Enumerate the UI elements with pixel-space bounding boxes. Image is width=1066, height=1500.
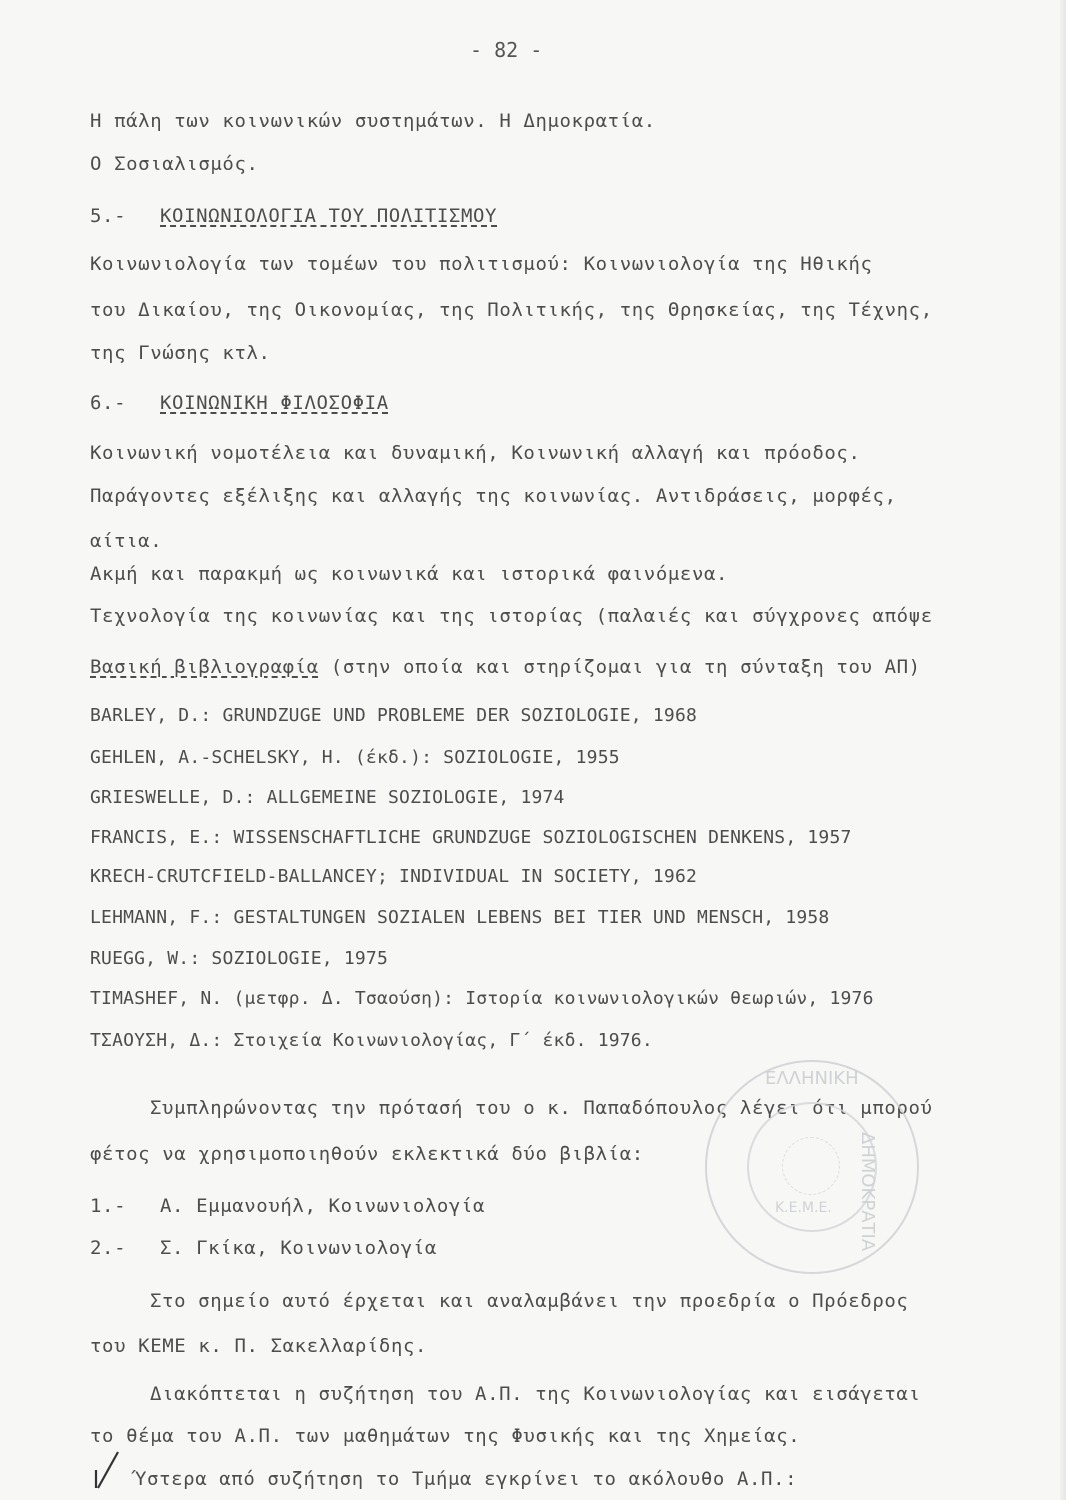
text-line: φέτος να χρησιμοποιηθούν εκλεκτικά δύο βιβλία: [90, 1143, 644, 1165]
stamp-right-text: ΔΗΜΟΚΡΑΤΙΑ [857, 1132, 878, 1252]
bibliography-label: Βασική βιβλιογραφία [90, 656, 319, 678]
text-line: του Δικαίου, της Οικονομίας, της Πολιτικής, της Θρησκείας, της Τέχνης, [90, 299, 933, 321]
bibliography-entry: KRECH-CRUTCFIELD-BALLANCEY; INDIVIDUAL IN SOCIETY, 1962 [90, 866, 698, 887]
section-number: 5.- [90, 205, 127, 227]
text-line: Κοινωνική νομοτέλεια και δυναμική, Κοινωνική αλλαγή και πρόοδος. [90, 442, 861, 464]
section-5-heading-line [90, 205, 497, 227]
page-edge-shadow [1060, 0, 1066, 1500]
section-heading: ΚΟΙΝΩΝΙΚΗ ΦΙΛΟΣΟΦΙΑ [160, 392, 389, 414]
text-line: Κοινωνιολογία των τομέων του πολιτισμού: Κοινωνιολογία της Ηθικής [90, 253, 873, 275]
stamp-top-text: ΕΛΛΗΝΙΚΗ [765, 1068, 859, 1089]
text-line: Ύστερα από συζήτηση το Τμήμα εγκρίνει το ακόλουθο Α.Π.: [135, 1468, 798, 1490]
book-number: 2.- [90, 1237, 127, 1259]
bibliography-label-rest: (στην οποία και στηρίζομαι για τη σύνταξη του ΑΠ) [318, 656, 921, 678]
bibliography-entry: TIMASHEF, N. (μετφρ. Δ. Τσαούση): Ιστορία κοινωνιολογικών θεωριών, 1976 [90, 988, 874, 1009]
book-item [90, 1237, 437, 1259]
text-line: το θέμα του Α.Π. των μαθημάτων της Φυσικής και της Χημείας. [90, 1425, 801, 1447]
bibliography-entry: GRIESWELLE, D.: ALLGEMEINE SOZIOLOGIE, 1974 [90, 787, 565, 808]
text-line: Τεχνολογία της κοινωνίας και της ιστορίας (παλαιές και σύγχρονες απόψε [90, 605, 933, 627]
stamp-center-text: Κ.Ε.Μ.Ε. [775, 1200, 832, 1216]
text-line: Διακόπτεται η συζήτηση του Α.Π. της Κοινωνιολογίας και εισάγεται [150, 1383, 921, 1405]
text-line: Ακμή και παρακμή ως κοινωνικά και ιστορικά φαινόμενα. [90, 563, 729, 585]
book-text: Α. Εμμανουήλ, Κοινωνιολογία [160, 1195, 486, 1217]
stamp-core [782, 1137, 840, 1195]
bibliography-entry: ΤΣΑΟΥΣΗ, Δ.: Στοιχεία Κοινωνιολογίας, Γ΄ έκδ. 1976. [90, 1030, 653, 1051]
page-number: - 82 - [470, 38, 543, 62]
bibliography-entry: RUEGG, W.: SOZIOLOGIE, 1975 [90, 948, 388, 969]
handwritten-slash-mark [92, 1448, 122, 1490]
book-number: 1.- [90, 1195, 127, 1217]
bibliography-entry: FRANCIS, E.: WISSENSCHAFTLICHE GRUNDZUGE SOZIOLOGISCHEN DENKENS, 1957 [90, 827, 852, 848]
text-line: αίτια. [90, 530, 163, 552]
text-line: του ΚΕΜΕ κ. Π. Σακελλαρίδης. [90, 1335, 428, 1357]
text-line: Παράγοντες εξέλιξης και αλλαγής της κοινωνίας. Αντιδράσεις, μορφές, [90, 485, 897, 507]
book-item [90, 1195, 485, 1217]
section-6-heading-line [90, 392, 389, 414]
section-heading: ΚΟΙΝΩΝΙΟΛΟΓΙΑ ΤΟΥ ΠΟΛΙΤΙΣΜΟΥ [160, 205, 498, 227]
bibliography-heading-line [90, 656, 921, 678]
text-line: Η πάλη των κοινωνικών συστημάτων. Η Δημοκρατία. [90, 110, 656, 132]
bibliography-entry: LEHMANN, F.: GESTALTUNGEN SOZIALEN LEBENS BEI TIER UND MENSCH, 1958 [90, 907, 830, 928]
text-line: Συμπληρώνοντας την πρότασή του ο κ. Παπαδόπουλος λέγει ότι μπορού [150, 1097, 933, 1119]
text-line: Ο Σοσιαλισμός. [90, 153, 259, 175]
bibliography-entry: GEHLEN, A.-SCHELSKY, H. (έκδ.): SOZIOLOGIE, 1955 [90, 747, 620, 768]
official-stamp [705, 1060, 919, 1274]
section-number: 6.- [90, 392, 127, 414]
bibliography-entry: BARLEY, D.: GRUNDZUGE UND PROBLEME DER SOZIOLOGIE, 1968 [90, 705, 698, 726]
text-line: της Γνώσης κτλ. [90, 342, 271, 364]
book-text: Σ. Γκίκα, Κοινωνιολογία [160, 1237, 437, 1259]
text-line: Στο σημείο αυτό έρχεται και αναλαμβάνει την προεδρία ο Πρόεδρος [150, 1290, 909, 1312]
